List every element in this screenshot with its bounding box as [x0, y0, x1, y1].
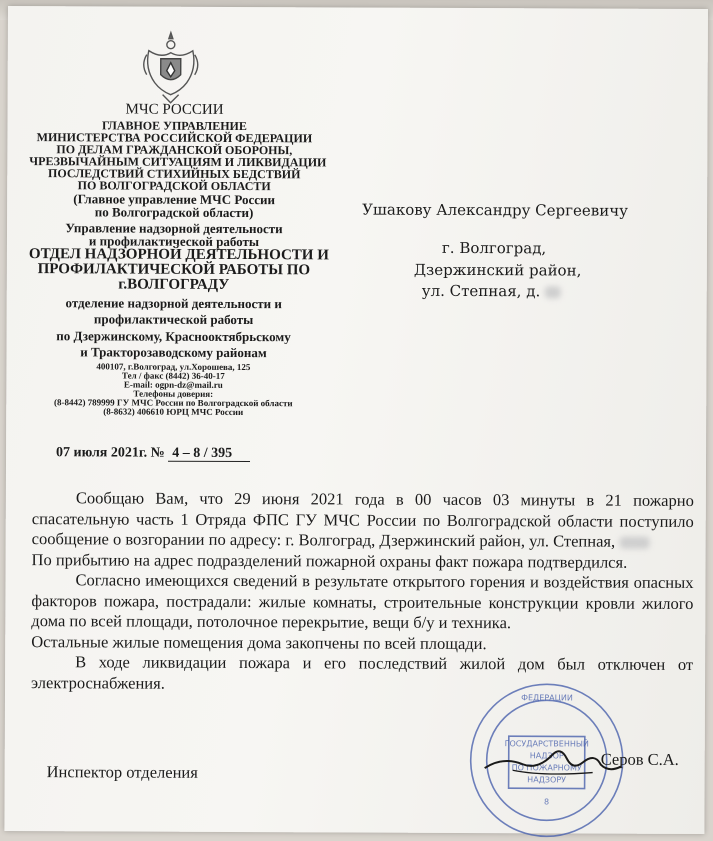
outgoing-date: 07 июля 2021г. № [56, 445, 165, 461]
outgoing-date-number [56, 445, 250, 462]
svg-text:8: 8 [543, 797, 550, 807]
recipient-block [362, 200, 628, 304]
recipient-street-text: ул. Степная, д. [421, 282, 541, 301]
redacted-address [619, 537, 649, 549]
letterhead-line: профилактической работы [93, 311, 254, 328]
paragraph: Остальные жилые помещения дома закопчены по всей площади. [31, 631, 487, 653]
svg-text:ФЕДЕРАЦИИ: ФЕДЕРАЦИИ [521, 693, 573, 703]
letterhead-line: ПО ВОЛГОГРАДСКОЙ ОБЛАСТИ [77, 178, 271, 194]
paragraph [32, 488, 694, 552]
recipient-name: Ушакову Александру Сергеевичу [362, 200, 628, 220]
contact-line: Тел / факс (8442) 36-40-17 [121, 370, 225, 381]
recipient-district: Дзержинский район, [413, 260, 582, 280]
contact-line: 400107, г.Волгоград, ул.Хорошева, 125 [96, 361, 251, 373]
letterhead-line: ОТДЕЛ НАДЗОРНОЙ ДЕЯТЕЛЬНОСТИ И [28, 246, 329, 264]
contact-line: Телефоны доверия: [133, 388, 214, 399]
paragraph: По прибытию на адрес подразделений пожарной охраны факт пожара подтвердился. [31, 549, 628, 572]
paragraph-text: Сообщаю Вам, что 29 июня 2021 года в 00 часов 03 минуты в 21 пожарно спасательную часть 1 Отряда ФПС ГУ МЧС России по Волгоградской области поступило сообщение о возгорании по адресу: г. Волгоград, Дзержинский район, ул. Степная, [31, 488, 694, 551]
svg-text:ПО ПОЖАРНОМУ: ПО ПОЖАРНОМУ [511, 763, 582, 773]
paragraph: Согласно имеющихся сведений в результате открытого горения и воздействия опасных факторов пожара, пострадали: жилые комнаты, строительные конструкции кровли жилого дома по всей площади, потолочное перекрытие, вещи б/у и техника. [31, 570, 694, 633]
letterhead-line: ПО ДЕЛАМ ГРАЖДАНСКОЙ ОБОРОНЫ, [56, 142, 293, 158]
signer-name: Серов С.А. [600, 749, 679, 769]
org-short-name: МЧС РОССИИ [125, 101, 224, 118]
recipient-city: г. Волгоград, [441, 238, 547, 258]
contact-email: E-mail: ogpn-dz@mail.ru [123, 379, 223, 390]
letter-body [31, 488, 694, 696]
letterhead-line: отделение надзорной деятельности и [65, 295, 282, 312]
letter-page [4, 6, 708, 834]
emchs-emblem-icon [141, 29, 201, 105]
letterhead-line: ПОСЛЕДСТВИЙ СТИХИЙНЫХ БЕДСТВИЙ [48, 166, 301, 182]
letterhead-line: (Главное управление МЧС России [73, 191, 276, 208]
contact-line: (8-8632) 406610 ЮРЦ МЧС России [103, 406, 244, 418]
letterhead-line: по Дзержинскому, Краснооктябрьскому [56, 327, 291, 344]
svg-text:НАДЗОРУ: НАДЗОРУ [527, 775, 567, 785]
letterhead-line: по Волгоградской области) [94, 204, 254, 221]
letterhead-line: и профилактической работы [88, 233, 260, 250]
letterhead-line: и Тракторозаводскому районам [80, 344, 267, 360]
letterhead-line: г.ВОЛГОГРАДУ [118, 276, 230, 293]
letterhead [28, 101, 329, 418]
letterhead-line: ПРОФИЛАКТИЧЕСКОЙ РАБОТЫ ПО [37, 261, 311, 279]
signer-title: Инспектор отделения [46, 762, 198, 782]
letterhead-line: Управление надзорной деятельности [65, 220, 283, 237]
outgoing-number: 4 – 8 / 395 [168, 446, 250, 462]
letterhead-line: МИНИСТЕРСТВА РОССИЙСКОЙ ФЕДЕРАЦИИ [36, 130, 313, 146]
paragraph: В ходе ликвидации пожара и его последствий жилой дом был отключен от электроснабжения. [31, 652, 694, 693]
contact-line: (8-8442) 789999 ГУ МЧС России по Волгоградской области [53, 397, 293, 409]
svg-text:НАДЗОР: НАДЗОР [529, 751, 564, 761]
redacted-house-number [545, 287, 561, 299]
letterhead-line: ЧРЕЗВЫЧАЙНЫМ СИТУАЦИЯМ И ЛИКВИДАЦИИ [29, 154, 327, 170]
recipient-street [362, 281, 628, 304]
svg-text:ГОСУДАРСТВЕННЫЙ: ГОСУДАРСТВЕННЫЙ [504, 739, 589, 749]
letterhead-line: ГЛАВНОЕ УПРАВЛЕНИЕ [102, 118, 247, 134]
